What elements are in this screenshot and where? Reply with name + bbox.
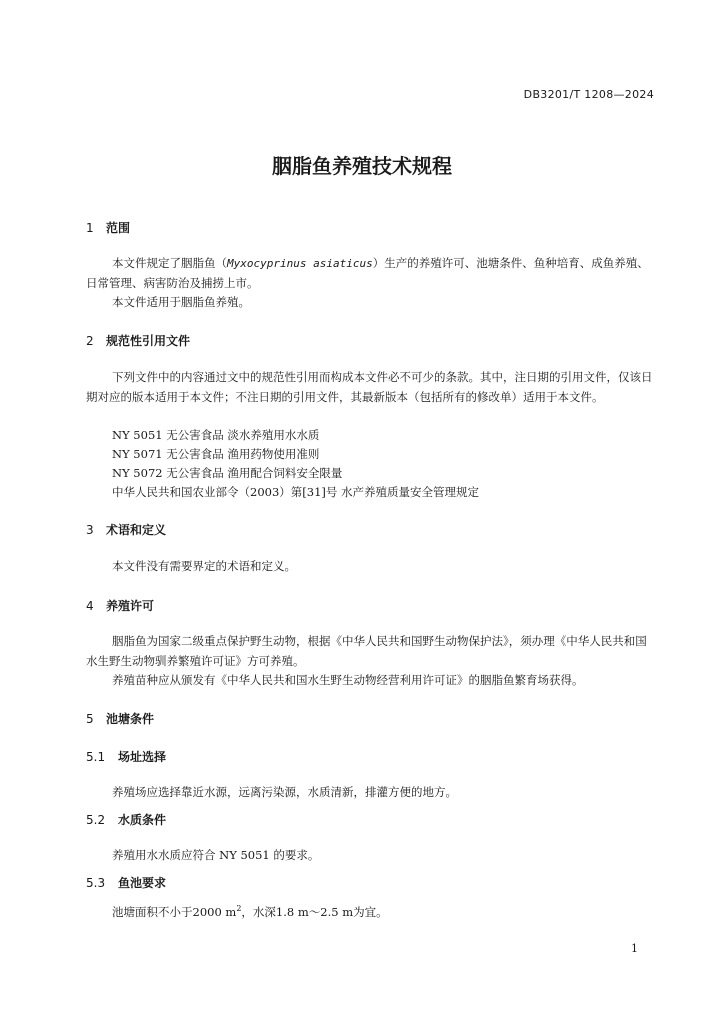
- section-title: 规范性引用文件: [106, 334, 191, 348]
- section-number: 1: [86, 221, 94, 235]
- superscript: 2: [236, 904, 242, 914]
- section-number: 5: [86, 712, 94, 726]
- section-2-heading: [86, 332, 190, 349]
- section-2-paragraph-1: 下列文件中的内容通过文中的规范性引用而构成本文件必不可少的条款。其中，注日期的引用文件，仅该日期对应的版本适用于本文件；不注日期的引用文件，其最新版本（包括所有的修改单）适用于本文件。: [86, 370, 653, 404]
- section-title: 池塘条件: [106, 712, 155, 726]
- page-number: 1: [631, 942, 638, 955]
- section-number: 5.3: [86, 876, 106, 890]
- section-1-paragraph-2: 本文件适用于胭脂鱼养殖。: [112, 295, 250, 309]
- section-5-3-paragraph-1: 池塘面积不小于2000 $m^2$，水深1.8 m～2.5 m为宜。: [112, 904, 388, 919]
- section-number: 4: [86, 599, 94, 613]
- section-4-paragraph-1: 胭脂鱼为国家二级重点保护野生动物，根据《中华人民共和国野生动物保护法》，须办理《中华人民共和国水生野生动物驯养繁殖许可证》方可养殖。: [86, 634, 647, 668]
- document-number: DB3201/T 1208—2024: [523, 88, 654, 101]
- section-5-heading: [86, 710, 154, 727]
- section-title: 场址选择: [118, 750, 167, 764]
- section-title: 水质条件: [118, 813, 167, 827]
- section-5-2-paragraph-1: 养殖用水水质应符合 NY 5051 的要求。: [112, 848, 320, 862]
- latin-name: Myxocyprinus asiaticus: [227, 257, 373, 270]
- reference-item: NY 5051 无公害食品 淡水养殖用水水质: [112, 428, 320, 442]
- section-5-1-paragraph-1: 养殖场应选择靠近水源，远离污染源，水质清新，排灌方便的地方。: [112, 785, 457, 799]
- section-number: 5.1: [86, 750, 106, 764]
- reference-item: 中华人民共和国农业部令（2003）第[31]号 水产养殖质量安全管理规定: [112, 485, 480, 499]
- section-3-heading: [86, 521, 166, 538]
- section-title: 鱼池要求: [118, 876, 167, 890]
- section-4-paragraph-2: 养殖苗种应从颁发有《中华人民共和国水生野生动物经营利用许可证》的胭脂鱼繁育场获得。: [112, 673, 584, 687]
- section-number: 2: [86, 334, 94, 348]
- section-5-1-heading: [86, 748, 166, 765]
- section-4-heading: [86, 597, 154, 614]
- section-title: 术语和定义: [106, 523, 167, 537]
- reference-item: NY 5071 无公害食品 渔用药物使用准则: [112, 447, 320, 461]
- document-title: 胭脂鱼养殖技术规程: [272, 154, 452, 178]
- section-1-paragraph-1: 本文件规定了胭脂鱼（Myxocyprinus asiaticus）生产的养殖许可、池塘条件、鱼种培育、成鱼养殖、日常管理、病害防治及捕捞上市。: [86, 256, 649, 290]
- section-5-2-heading: [86, 811, 166, 828]
- section-number: 3: [86, 523, 94, 537]
- section-5-3-heading: [86, 874, 166, 891]
- reference-item: NY 5072 无公害食品 渔用配合饲料安全限量: [112, 466, 343, 480]
- section-title: 范围: [106, 221, 131, 235]
- section-3-paragraph-1: 本文件没有需要界定的术语和定义。: [112, 559, 296, 573]
- section-1-heading: [86, 219, 130, 236]
- section-title: 养殖许可: [106, 599, 155, 613]
- section-number: 5.2: [86, 813, 106, 827]
